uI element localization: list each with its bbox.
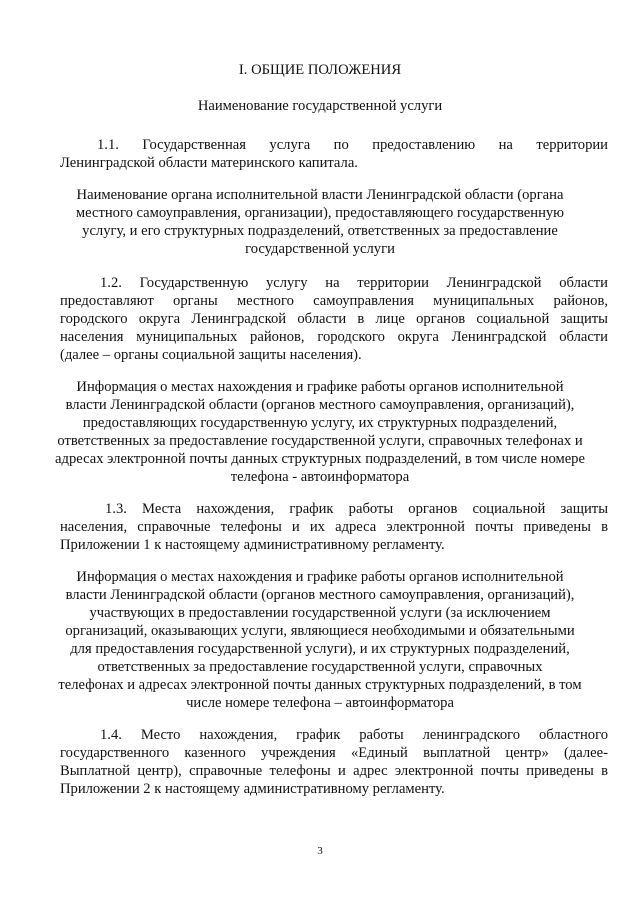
text-line: числе номере телефона – автоинформатора	[186, 695, 454, 711]
heading-service-name: Наименование государственной услуги	[197, 98, 443, 114]
text-line: Выплатной центр), справочные телефоны и адрес электронной почты приведены в	[60, 763, 608, 779]
text-line: власти Ленинградской области (органов местного самоуправления, организаций),	[65, 587, 575, 603]
text-line: услугу, и его структурных подразделений, ответственных за предоставление	[82, 223, 558, 239]
text-line: 1.1. Государственная услуга по предоставлению на территории	[97, 137, 608, 153]
text-line: Наименование органа исполнительной власти Ленинградской области (органа	[76, 187, 564, 203]
text-line: участвующих в предоставлении государственной услуги (за исключением	[89, 605, 551, 621]
text-line: ответственных за предоставление государственной услуги, справочных телефонах и	[57, 433, 583, 449]
text-line: Приложении 2 к настоящему административному регламенту.	[60, 781, 445, 797]
text-line: 1.3. Места нахождения, график работы органов социальной защиты	[105, 501, 608, 517]
text-line: телефонах и адресах электронной почты данных структурных подразделений, в том	[58, 677, 582, 693]
text-line: Информация о местах нахождения и графике работы органов исполнительной	[76, 569, 564, 585]
text-line: государственной услуги	[245, 241, 395, 257]
text-line: предоставляющих государственную услугу, их структурных подразделений,	[82, 415, 558, 431]
text-line: телефона - автоинформатора	[230, 469, 410, 485]
text-line: 1.4. Место нахождения, график работы ленинградского областного	[100, 727, 608, 743]
text-line: 1.2. Государственную услугу на территории Ленинградской области	[100, 275, 608, 291]
text-line: местного самоуправления, организации), предоставляющего государственную	[75, 205, 565, 221]
text-line: населения, справочные телефоны и их адреса электронной почты приведены в	[60, 519, 608, 535]
text-line: адресах электронной почты данных структурных подразделений, в том числе номере	[55, 451, 585, 467]
text-line: населения муниципальных районов, городского округа Ленинградской области	[60, 329, 608, 345]
text-line: Приложении 1 к настоящему административному регламенту.	[60, 537, 445, 553]
text-line: предоставляют органы местного самоуправления муниципальных районов,	[60, 293, 608, 309]
text-line: организаций, оказывающих услуги, являющиеся необходимыми и обязательными	[65, 623, 575, 639]
text-line: власти Ленинградской области (органов местного самоуправления, организаций),	[65, 397, 575, 413]
text-line: для предоставления государственной услуги), и их структурных подразделений,	[70, 641, 570, 657]
section-title: I. ОБЩИЕ ПОЛОЖЕНИЯ	[238, 62, 402, 78]
text-line: городского округа Ленинградской области в лице органов социальной защиты	[60, 311, 608, 327]
text-line: ответственных за предоставление государственной услуги, справочных	[97, 659, 543, 675]
text-line: государственного казенного учреждения «Единый выплатной центр» (далее-	[60, 745, 608, 761]
page-number: 3	[317, 845, 323, 857]
text-line: Информация о местах нахождения и графике работы органов исполнительной	[76, 379, 564, 395]
text-line: Ленинградской области материнского капитала.	[60, 155, 358, 171]
text-line: (далее – органы социальной защиты населения).	[60, 347, 362, 363]
